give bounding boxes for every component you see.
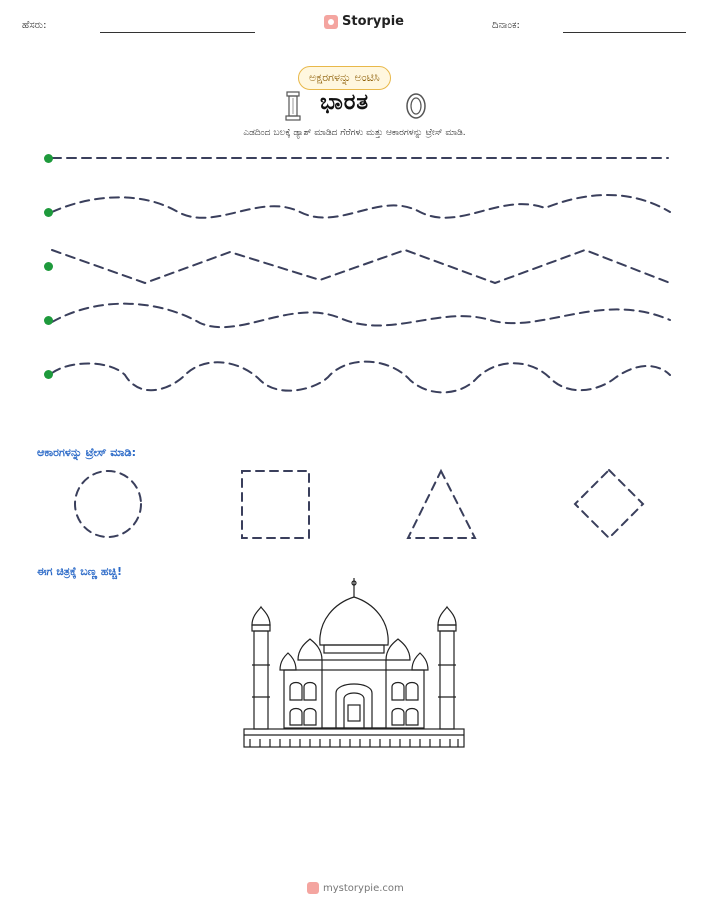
- date-line[interactable]: [563, 32, 686, 33]
- zero-outline-icon: [405, 92, 427, 120]
- tracing-lines: [0, 140, 709, 400]
- footer-site[interactable]: mystorypie.com: [323, 882, 404, 894]
- shapes-row: [0, 462, 709, 552]
- trace-diamond: [575, 470, 643, 538]
- activity-badge: ಅಕ್ಷರಗಳನ್ನು ಅಂಟಿಸಿ: [298, 66, 391, 90]
- tracing-line-zigzag: [52, 250, 670, 283]
- trace-circle: [75, 471, 141, 537]
- tracing-word: ಭಾರತ: [320, 90, 370, 115]
- brand: [324, 14, 404, 29]
- start-dot-4: [44, 316, 53, 325]
- tracing-line-wave: [52, 195, 670, 218]
- tracing-line-smooth-wave: [52, 304, 670, 327]
- storypie-logo-icon: [324, 15, 338, 29]
- tracing-line-bump-wave: [52, 362, 670, 393]
- footer: [307, 882, 404, 894]
- start-dot-1: [44, 154, 53, 163]
- taj-mahal-illustration: [240, 575, 468, 753]
- instruction-text: ಎಡದಿಂದ ಬಲಕ್ಕೆ ಡ್ಯಾಶ್ ಮಾಡಿದ ಗೆರೆಗಳು ಮತ್ತು ಆಕಾರಗಳನ್ನು ಟ್ರೇಸ್ ಮಾಡಿ.: [243, 128, 466, 138]
- trace-triangle: [408, 471, 475, 538]
- name-line[interactable]: [100, 32, 255, 33]
- storypie-footer-logo-icon: [307, 882, 319, 894]
- start-dot-3: [44, 262, 53, 271]
- shapes-section-title: ಆಕಾರಗಳನ್ನು ಟ್ರೇಸ್ ಮಾಡಿ:: [37, 446, 136, 459]
- date-label: ದಿನಾಂಕ:: [492, 20, 520, 31]
- color-section-title: ಈಗ ಚಿತ್ರಕ್ಕೆ ಬಣ್ಣ ಹಚ್ಚಿ!: [37, 565, 123, 578]
- brand-name: Storypie: [342, 14, 404, 29]
- start-dot-2: [44, 208, 53, 217]
- name-label: ಹೆಸರು:: [22, 20, 47, 31]
- start-dot-5: [44, 370, 53, 379]
- pillar-icon: [284, 90, 302, 122]
- trace-square: [242, 471, 309, 538]
